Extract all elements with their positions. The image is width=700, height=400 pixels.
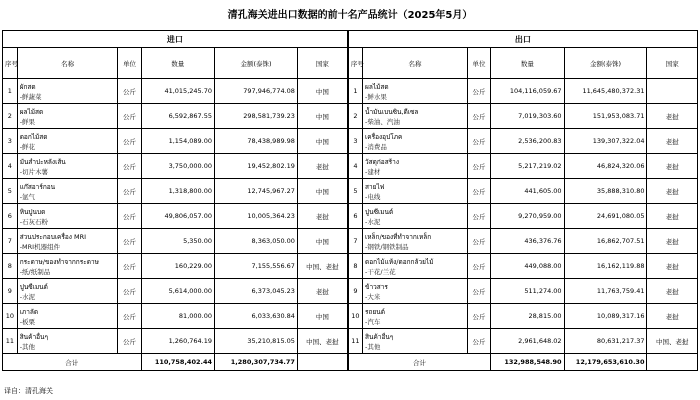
row-unit: 公斤 xyxy=(118,204,141,229)
row-country: 中国 xyxy=(297,104,347,129)
row-country: 老挝 xyxy=(647,304,698,329)
import-total-label: 合计 xyxy=(3,354,142,371)
row-qty: 28,815.00 xyxy=(491,304,564,329)
row-unit: 公斤 xyxy=(118,329,141,354)
row-name xyxy=(363,79,468,104)
col-country: 国家 xyxy=(297,48,347,79)
row-name-chinese: -鲜蔬菜 xyxy=(19,92,42,101)
export-total-amount: 12,179,653,610.30 xyxy=(564,354,647,371)
table-row xyxy=(3,329,698,354)
row-unit: 公斤 xyxy=(468,304,491,329)
row-name xyxy=(363,279,468,304)
row-country: 中国 xyxy=(297,129,347,154)
row-amount: 298,581,739.23 xyxy=(215,104,298,129)
row-country: 中国 xyxy=(297,179,347,204)
row-country: 老挝 xyxy=(297,204,347,229)
row-name xyxy=(17,229,118,254)
row-unit: 公斤 xyxy=(468,79,491,104)
row-seq: 1 xyxy=(3,79,18,104)
row-seq: 6 xyxy=(348,204,363,229)
row-country xyxy=(647,79,698,104)
row-name-chinese: -建材 xyxy=(365,167,381,176)
row-amount: 11,645,480,372.31 xyxy=(564,79,647,104)
col-seq: 序号 xyxy=(3,48,18,79)
row-qty: 441,605.00 xyxy=(491,179,564,204)
row-name-thai: ดอกไม้สด xyxy=(19,132,48,141)
row-name-chinese: -汽车 xyxy=(365,317,381,326)
table-row xyxy=(3,204,698,229)
row-unit: 公斤 xyxy=(468,329,491,354)
row-amount: 8,363,050.00 xyxy=(215,229,298,254)
row-qty: 41,015,245.70 xyxy=(141,79,214,104)
row-name-thai: วัสดุก่อสร้าง xyxy=(365,157,399,166)
col-name: 名称 xyxy=(17,48,118,79)
row-name-chinese: -切片木薯 xyxy=(19,167,49,176)
row-name-chinese: -水泥 xyxy=(365,217,381,226)
row-seq: 9 xyxy=(348,279,363,304)
import-total-qty: 110,758,402.44 xyxy=(141,354,214,371)
row-amount: 16,862,707.51 xyxy=(564,229,647,254)
table-row xyxy=(3,179,698,204)
row-seq: 7 xyxy=(348,229,363,254)
row-qty: 5,614,000.00 xyxy=(141,279,214,304)
row-unit: 公斤 xyxy=(468,104,491,129)
col-amount: 金额(泰铢) xyxy=(215,48,298,79)
col-name: 名称 xyxy=(363,48,468,79)
row-amount: 80,631,217.37 xyxy=(564,329,647,354)
row-qty: 449,088.00 xyxy=(491,254,564,279)
row-name-thai: ปูนซีเมนต์ xyxy=(19,282,48,291)
row-unit: 公斤 xyxy=(118,179,141,204)
table-row xyxy=(3,154,698,179)
row-qty: 5,217,219.02 xyxy=(491,154,564,179)
row-unit: 公斤 xyxy=(118,129,141,154)
row-name-thai: รถยนต์ xyxy=(365,307,385,316)
row-qty: 9,270,959.00 xyxy=(491,204,564,229)
row-amount: 78,438,989.98 xyxy=(215,129,298,154)
row-country: 老挝 xyxy=(647,279,698,304)
row-name xyxy=(363,179,468,204)
row-qty: 436,376.76 xyxy=(491,229,564,254)
row-country: 中国 xyxy=(297,304,347,329)
row-amount: 10,089,317.16 xyxy=(564,304,647,329)
row-unit: 公斤 xyxy=(468,129,491,154)
row-name xyxy=(17,154,118,179)
row-name xyxy=(363,204,468,229)
row-qty: 1,154,089.00 xyxy=(141,129,214,154)
row-name-chinese: -氩气 xyxy=(19,192,36,201)
row-unit: 公斤 xyxy=(118,254,141,279)
row-name xyxy=(17,79,118,104)
row-seq: 6 xyxy=(3,204,18,229)
row-country: 老挝 xyxy=(647,204,698,229)
row-amount: 151,953,083.71 xyxy=(564,104,647,129)
row-name-thai: สินค้าอื่นๆ xyxy=(19,332,48,341)
trade-table xyxy=(2,30,698,371)
row-qty: 511,274.00 xyxy=(491,279,564,304)
col-qty: 数量 xyxy=(491,48,564,79)
row-name-chinese: -电线 xyxy=(365,192,381,201)
row-unit: 公斤 xyxy=(118,304,141,329)
row-amount: 12,745,967.27 xyxy=(215,179,298,204)
source-note: 译自：清孔海关 xyxy=(4,387,53,395)
table-row xyxy=(3,279,698,304)
row-unit: 公斤 xyxy=(118,104,141,129)
row-name-chinese: -纸/纸制品 xyxy=(19,267,51,276)
row-name-thai: แก๊สอาร์กอน xyxy=(19,182,56,191)
row-seq: 10 xyxy=(3,304,18,329)
row-name xyxy=(17,179,118,204)
row-amount: 10,005,364.23 xyxy=(215,204,298,229)
row-name-thai: ส่วนประกอบเครื่อง MRI xyxy=(19,232,87,241)
row-amount: 35,888,310.80 xyxy=(564,179,647,204)
row-name xyxy=(17,129,118,154)
table-row xyxy=(3,229,698,254)
row-amount: 11,763,759.41 xyxy=(564,279,647,304)
row-name-chinese: -MRI机器组件 xyxy=(19,242,61,251)
row-seq: 7 xyxy=(3,229,18,254)
row-unit: 公斤 xyxy=(118,229,141,254)
row-amount: 24,691,080.05 xyxy=(564,204,647,229)
export-total-qty: 132,988,548.90 xyxy=(491,354,564,371)
row-name-chinese: -消费品 xyxy=(365,142,387,151)
row-seq: 3 xyxy=(348,129,363,154)
row-amount: 139,307,322.04 xyxy=(564,129,647,154)
row-country: 老挝 xyxy=(297,154,347,179)
row-unit: 公斤 xyxy=(468,229,491,254)
row-name-thai: มันสำปะหลังเส้น xyxy=(19,157,66,166)
row-name-thai: ผลไม้สด xyxy=(365,82,389,91)
row-seq: 11 xyxy=(3,329,18,354)
row-name-thai: ดอกไม้แห้ง/ดอกกล้วยไม้ xyxy=(365,257,434,266)
row-qty: 49,806,057.00 xyxy=(141,204,214,229)
row-qty: 5,350.00 xyxy=(141,229,214,254)
row-name xyxy=(363,129,468,154)
table-row xyxy=(3,79,698,104)
row-name-thai: สินค้าอื่นๆ xyxy=(365,332,394,341)
row-country: 老挝 xyxy=(647,104,698,129)
row-unit: 公斤 xyxy=(468,179,491,204)
row-seq: 10 xyxy=(348,304,363,329)
row-amount: 797,946,774.08 xyxy=(215,79,298,104)
row-qty: 81,000.00 xyxy=(141,304,214,329)
row-country: 老挝 xyxy=(647,154,698,179)
row-country: 老挝 xyxy=(647,254,698,279)
row-name xyxy=(17,279,118,304)
row-name-chinese: -鲜水果 xyxy=(365,92,387,101)
row-name-thai: หินปูนบด xyxy=(19,207,46,216)
row-name xyxy=(363,154,468,179)
table-row xyxy=(3,254,698,279)
row-qty: 1,260,764.19 xyxy=(141,329,214,354)
row-unit: 公斤 xyxy=(468,279,491,304)
row-seq: 8 xyxy=(348,254,363,279)
row-qty: 2,536,200.83 xyxy=(491,129,564,154)
row-name-thai: ข้าวสาร xyxy=(365,282,388,291)
row-unit: 公斤 xyxy=(118,154,141,179)
row-name xyxy=(17,254,118,279)
row-name-chinese: -其他 xyxy=(19,342,36,351)
col-seq: 序号 xyxy=(348,48,363,79)
row-amount: 46,824,320.06 xyxy=(564,154,647,179)
row-unit: 公斤 xyxy=(468,204,491,229)
row-name-thai: เครื่องอุปโภค xyxy=(365,132,403,141)
row-amount: 35,210,815.05 xyxy=(215,329,298,354)
table-row xyxy=(3,104,698,129)
row-seq: 4 xyxy=(348,154,363,179)
row-name xyxy=(363,229,468,254)
row-name xyxy=(363,254,468,279)
row-country: 中国 xyxy=(297,229,347,254)
row-unit: 公斤 xyxy=(118,279,141,304)
row-country: 中国、老挝 xyxy=(647,329,698,354)
row-name-thai: ผลไม้สด xyxy=(19,107,44,116)
row-seq: 5 xyxy=(348,179,363,204)
row-amount: 19,452,802.19 xyxy=(215,154,298,179)
page-title: 清孔海关进出口数据的前十名产品统计（2025年5月） xyxy=(227,10,473,21)
row-country: 老挝 xyxy=(647,179,698,204)
row-name-thai: ปูนซีเมนต์ xyxy=(365,207,394,216)
col-amount: 金额(泰铢) xyxy=(564,48,647,79)
col-country: 国家 xyxy=(647,48,698,79)
row-country: 老挝 xyxy=(297,279,347,304)
row-name-chinese: -鲜果 xyxy=(19,117,36,126)
table-row xyxy=(3,304,698,329)
row-name-chinese: -板栗 xyxy=(19,317,36,326)
row-country: 老挝 xyxy=(647,129,698,154)
export-header: 出口 xyxy=(348,31,698,48)
row-country: 中国、老挝 xyxy=(297,329,347,354)
row-seq: 8 xyxy=(3,254,18,279)
row-qty: 3,750,000.00 xyxy=(141,154,214,179)
row-amount: 6,033,630.84 xyxy=(215,304,298,329)
col-unit: 单位 xyxy=(118,48,141,79)
row-qty: 160,229.00 xyxy=(141,254,214,279)
row-seq: 4 xyxy=(3,154,18,179)
row-name-thai: กระดาษ/ของทำจากกระดาษ xyxy=(19,257,99,266)
row-name-chinese: -大米 xyxy=(365,292,381,301)
row-amount: 7,155,556.67 xyxy=(215,254,298,279)
row-name-chinese: -干花/兰花 xyxy=(365,267,396,276)
import-header: 进口 xyxy=(3,31,348,48)
row-seq: 1 xyxy=(348,79,363,104)
row-name-thai: เภาลัด xyxy=(19,307,39,316)
row-name xyxy=(17,104,118,129)
table-row xyxy=(3,129,698,154)
row-unit: 公斤 xyxy=(468,254,491,279)
row-name xyxy=(17,329,118,354)
row-unit: 公斤 xyxy=(468,154,491,179)
row-seq: 9 xyxy=(3,279,18,304)
row-seq: 5 xyxy=(3,179,18,204)
import-total-amount: 1,280,307,734.77 xyxy=(215,354,298,371)
row-seq: 2 xyxy=(3,104,18,129)
row-amount: 6,373,045.23 xyxy=(215,279,298,304)
col-unit: 单位 xyxy=(468,48,491,79)
row-name xyxy=(17,204,118,229)
row-name-chinese: -柴油、汽油 xyxy=(365,117,400,126)
row-unit: 公斤 xyxy=(118,79,141,104)
row-country: 老挝 xyxy=(647,229,698,254)
row-name-thai: สายไฟ xyxy=(365,182,385,191)
row-name-chinese: -鲜花 xyxy=(19,142,36,151)
row-qty: 2,961,648.02 xyxy=(491,329,564,354)
row-name-chinese: -其他 xyxy=(365,342,381,351)
row-seq: 11 xyxy=(348,329,363,354)
row-name xyxy=(363,329,468,354)
row-qty: 104,116,059.67 xyxy=(491,79,564,104)
row-name-thai: น้ำมันเบนซิน,ดีเซล xyxy=(365,107,419,116)
row-name-chinese: -钢铁/钢铁制品 xyxy=(365,242,409,251)
row-name-chinese: -石灰石粉 xyxy=(19,217,49,226)
row-amount: 16,162,119.88 xyxy=(564,254,647,279)
row-seq: 3 xyxy=(3,129,18,154)
col-qty: 数量 xyxy=(141,48,214,79)
row-name-thai: ผักสด xyxy=(19,82,36,91)
row-name-chinese: -水泥 xyxy=(19,292,36,301)
row-seq: 2 xyxy=(348,104,363,129)
row-name xyxy=(363,304,468,329)
row-name-thai: เหล็ก/ของที่ทำจากเหล็ก xyxy=(365,232,432,241)
row-country: 中国、老挝 xyxy=(297,254,347,279)
row-qty: 7,019,303.60 xyxy=(491,104,564,129)
row-qty: 6,592,867.55 xyxy=(141,104,214,129)
row-name xyxy=(363,104,468,129)
row-name xyxy=(17,304,118,329)
row-country: 中国 xyxy=(297,79,347,104)
row-qty: 1,318,800.00 xyxy=(141,179,214,204)
export-total-label: 合计 xyxy=(348,354,491,371)
